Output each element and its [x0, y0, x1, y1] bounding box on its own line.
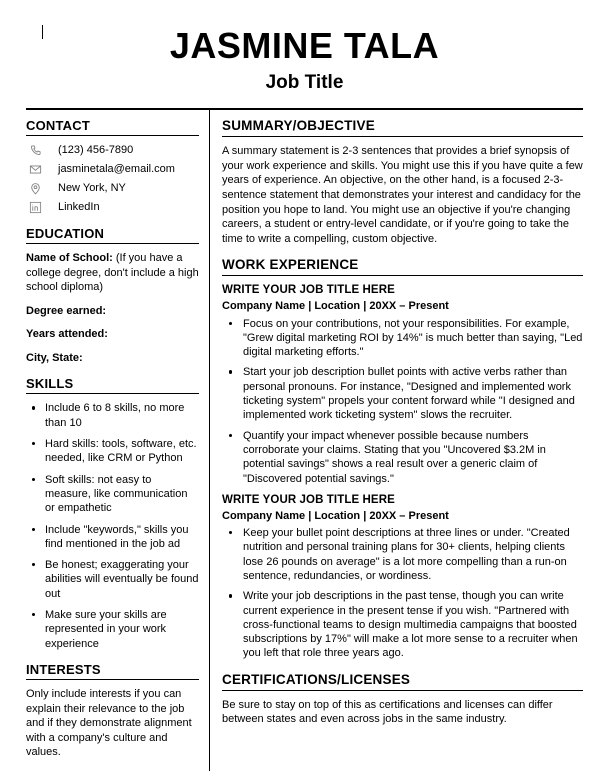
summary-heading: SUMMARY/OBJECTIVE — [222, 118, 583, 137]
job-bullet-list — [222, 317, 583, 486]
list-item: Make sure your skills are represented in your work experience — [26, 608, 199, 651]
list-item: Be honest; exaggerating your abilities will eventually be found out — [26, 558, 199, 601]
education-label-degree: Degree earned: — [26, 304, 107, 317]
resume-header — [26, 0, 583, 94]
list-item: Include "keywords," skills you find mentioned in the job ad — [26, 523, 199, 552]
work-experience-entry — [222, 283, 583, 486]
work-experience-entries — [222, 283, 583, 660]
envelope-icon — [28, 163, 42, 176]
contact-item-location[interactable] — [26, 181, 199, 196]
education-line-degree — [26, 304, 199, 319]
education-heading: EDUCATION — [26, 226, 199, 244]
section-interests — [26, 662, 199, 760]
education-line-years — [26, 327, 199, 342]
list-item: Quantify your impact whenever possible because numbers corroborate your claims. Stating that you "Uncovered $3.2M in potential savings" shows a real result over a generic claim of "Discovered potential savings." — [222, 429, 583, 486]
contact-list — [26, 143, 199, 214]
work-experience-heading: WORK EXPERIENCE — [222, 257, 583, 276]
job-title-heading: WRITE YOUR JOB TITLE HERE — [222, 493, 395, 506]
job-title-heading: WRITE YOUR JOB TITLE HERE — [222, 284, 395, 297]
contact-heading: CONTACT — [26, 118, 199, 136]
phone-icon — [28, 144, 42, 157]
list-item: Focus on your contributions, not your responsibilities. For example, "Grew digital marketing ROI by 14%" is much better than saying, "Led digital marketing efforts." — [222, 317, 583, 360]
candidate-job-title: Job Title — [265, 72, 344, 94]
education-line-city — [26, 351, 199, 366]
certifications-text: Be sure to stay on top of this as certifications and licenses can differ between states and even across jobs in the same industry. — [222, 698, 553, 726]
education-label-city: City, State: — [26, 351, 83, 364]
skills-heading: SKILLS — [26, 376, 199, 394]
list-item: Start your job description bullet points with active verbs rather than personal pronouns. For instance, "Designed and implemented work ticketing system" propels your content forward while "I designed and implemented work ticketing system" slows the recruiter. — [222, 365, 583, 422]
interests-text: Only include interests if you can explain their relevance to the job and if they demonstrate alignment with a company's culture and values. — [26, 688, 192, 759]
section-skills — [26, 376, 199, 651]
candidate-name: JASMINE TALA — [169, 25, 440, 66]
section-work-experience — [222, 257, 583, 660]
list-item: Keep your bullet point descriptions at three lines or under. "Created nutrition and personal training plans for 30+ clients, helping clients lose 26 pounds on average" is a lot more compelling than a run-on sentence, redundancies, or wordiness. — [222, 526, 583, 583]
text-cursor-caret — [42, 25, 43, 39]
resume-columns — [26, 110, 583, 771]
contact-item-email[interactable] — [26, 162, 199, 177]
list-item: Soft skills: not easy to measure, like communication or empathetic — [26, 473, 199, 516]
work-experience-entry — [222, 493, 583, 661]
list-item: Include 6 to 8 skills, no more than 10 — [26, 401, 199, 430]
contact-item-linkedin[interactable] — [26, 200, 199, 215]
column-divider — [209, 110, 210, 771]
contact-email-value: jasminetala@email.com — [58, 163, 175, 176]
education-line-school — [26, 251, 199, 295]
right-column — [222, 110, 583, 771]
job-bullet-list — [222, 526, 583, 661]
contact-location-value: New York, NY — [58, 182, 126, 195]
certifications-heading: CERTIFICATIONS/LICENSES — [222, 672, 583, 691]
education-label-years: Years attended: — [26, 328, 108, 341]
education-label-school: Name of School: — [26, 252, 113, 265]
job-meta-line: Company Name | Location | 20XX – Present — [222, 509, 449, 522]
contact-item-phone[interactable] — [26, 143, 199, 158]
section-education — [26, 226, 199, 365]
linkedin-icon — [28, 201, 42, 214]
skills-bullet-list — [26, 401, 199, 650]
section-summary-objective — [222, 118, 583, 246]
summary-text: A summary statement is 2-3 sentences that provides a brief synopsis of your work experience and skills. You might use this if you have quite a few years of experience. An objective, on the other hand, is a focused 2-3-sentence statement that demonstrates your interest and candidacy for the position you hope to land. You might use an objective if you're changing careers, a student or entry-level candidate, or if you're going to take the time to write a compelling, custom objective. — [222, 145, 583, 245]
left-column — [26, 110, 209, 771]
list-item: Hard skills: tools, software, etc. needed, like CRM or Python — [26, 437, 199, 466]
job-meta-line: Company Name | Location | 20XX – Present — [222, 300, 449, 313]
section-certifications-licenses — [222, 672, 583, 727]
contact-phone-value: (123) 456-7890 — [58, 144, 134, 157]
education-text-school: (If you have a college degree, don't include a high school diploma) — [26, 252, 199, 294]
list-item: Write your job descriptions in the past tense, though you can write current experience in the present tense if you wish. "Partnered with cross-functional teams to design multimedia campaigns that boosted subscriptions by 17%" will make a lot more sense to a recruiter when you left that role three years ago. — [222, 589, 583, 660]
location-pin-icon — [28, 182, 42, 195]
contact-linkedin-value: LinkedIn — [58, 200, 100, 213]
interests-heading: INTERESTS — [26, 662, 199, 680]
section-contact — [26, 118, 199, 215]
